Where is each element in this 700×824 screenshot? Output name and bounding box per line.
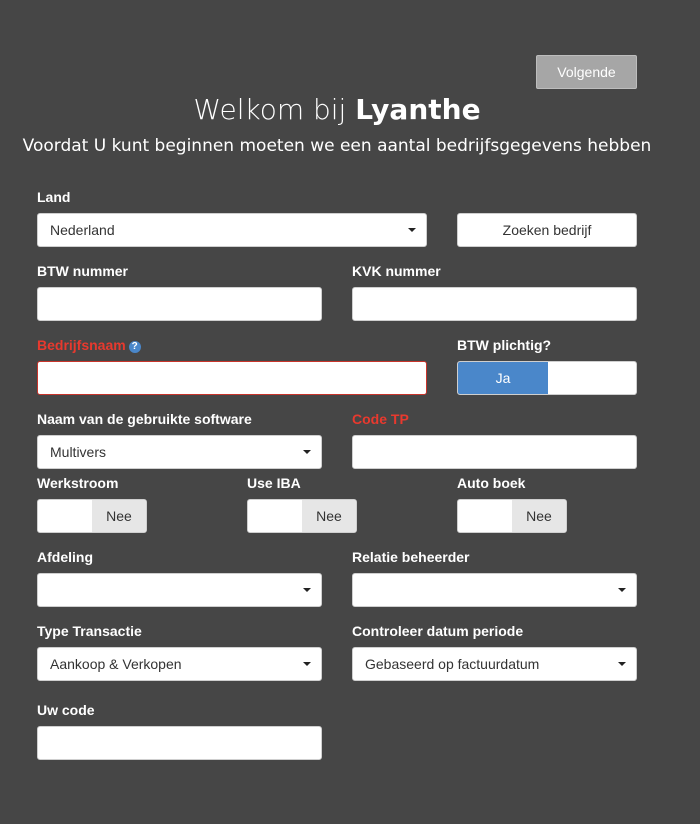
page-subtitle: Voordat U kunt beginnen moeten we een aantal bedrijfsgegevens hebben bbox=[22, 136, 652, 156]
kvk-nummer-input[interactable] bbox=[352, 287, 637, 321]
toggle-on-label: Ja bbox=[458, 362, 548, 394]
brand-name: Lyanthe bbox=[355, 93, 481, 126]
btw-plichtig-label: BTW plichtig? bbox=[457, 337, 552, 353]
controleer-datum-select[interactable] bbox=[352, 647, 637, 681]
auto-boek-toggle[interactable] bbox=[457, 499, 567, 533]
toggle-off-label: Nee bbox=[512, 500, 566, 532]
bedrijfsnaam-input[interactable] bbox=[37, 361, 427, 395]
chevron-down-icon bbox=[408, 228, 416, 232]
toggle-off-label: Nee bbox=[302, 500, 356, 532]
werkstroom-toggle[interactable] bbox=[37, 499, 147, 533]
land-select[interactable] bbox=[37, 213, 427, 247]
uw-code-label: Uw code bbox=[37, 702, 95, 718]
btw-plichtig-toggle[interactable] bbox=[457, 361, 637, 395]
software-select[interactable] bbox=[37, 435, 322, 469]
chevron-down-icon bbox=[303, 588, 311, 592]
code-tp-input[interactable] bbox=[352, 435, 637, 469]
land-value: Nederland bbox=[50, 222, 115, 238]
question-circle-icon[interactable]: ? bbox=[129, 341, 141, 353]
bedrijfsnaam-label: Bedrijfsnaam ? bbox=[37, 337, 141, 353]
next-button[interactable]: Volgende bbox=[536, 55, 637, 89]
chevron-down-icon bbox=[618, 588, 626, 592]
uw-code-input[interactable] bbox=[37, 726, 322, 760]
type-transactie-label: Type Transactie bbox=[37, 623, 142, 639]
toggle-off-label: Nee bbox=[92, 500, 146, 532]
type-transactie-select[interactable] bbox=[37, 647, 322, 681]
controleer-datum-label: Controleer datum periode bbox=[352, 623, 524, 639]
search-company-button[interactable]: Zoeken bedrijf bbox=[457, 213, 637, 247]
use-iba-label: Use IBA bbox=[247, 475, 301, 491]
auto-boek-label: Auto boek bbox=[457, 475, 526, 491]
chevron-down-icon bbox=[303, 662, 311, 666]
code-tp-label: Code TP bbox=[352, 411, 409, 427]
relatie-beheerder-select[interactable] bbox=[352, 573, 637, 607]
werkstroom-label: Werkstroom bbox=[37, 475, 119, 491]
afdeling-select[interactable] bbox=[37, 573, 322, 607]
btw-nummer-input[interactable] bbox=[37, 287, 322, 321]
chevron-down-icon bbox=[618, 662, 626, 666]
use-iba-toggle[interactable] bbox=[247, 499, 357, 533]
chevron-down-icon bbox=[303, 450, 311, 454]
kvk-nummer-label: KVK nummer bbox=[352, 263, 441, 279]
software-value: Multivers bbox=[50, 444, 107, 460]
page-title: Welkom bij Lyanthe bbox=[193, 93, 481, 126]
land-label: Land bbox=[37, 189, 71, 205]
btw-nummer-label: BTW nummer bbox=[37, 263, 128, 279]
relatie-beheerder-label: Relatie beheerder bbox=[352, 549, 470, 565]
controleer-datum-value: Gebaseerd op factuurdatum bbox=[365, 656, 540, 672]
software-label: Naam van de gebruikte software bbox=[37, 411, 252, 427]
type-transactie-value: Aankoop & Verkopen bbox=[50, 656, 182, 672]
afdeling-label: Afdeling bbox=[37, 549, 93, 565]
